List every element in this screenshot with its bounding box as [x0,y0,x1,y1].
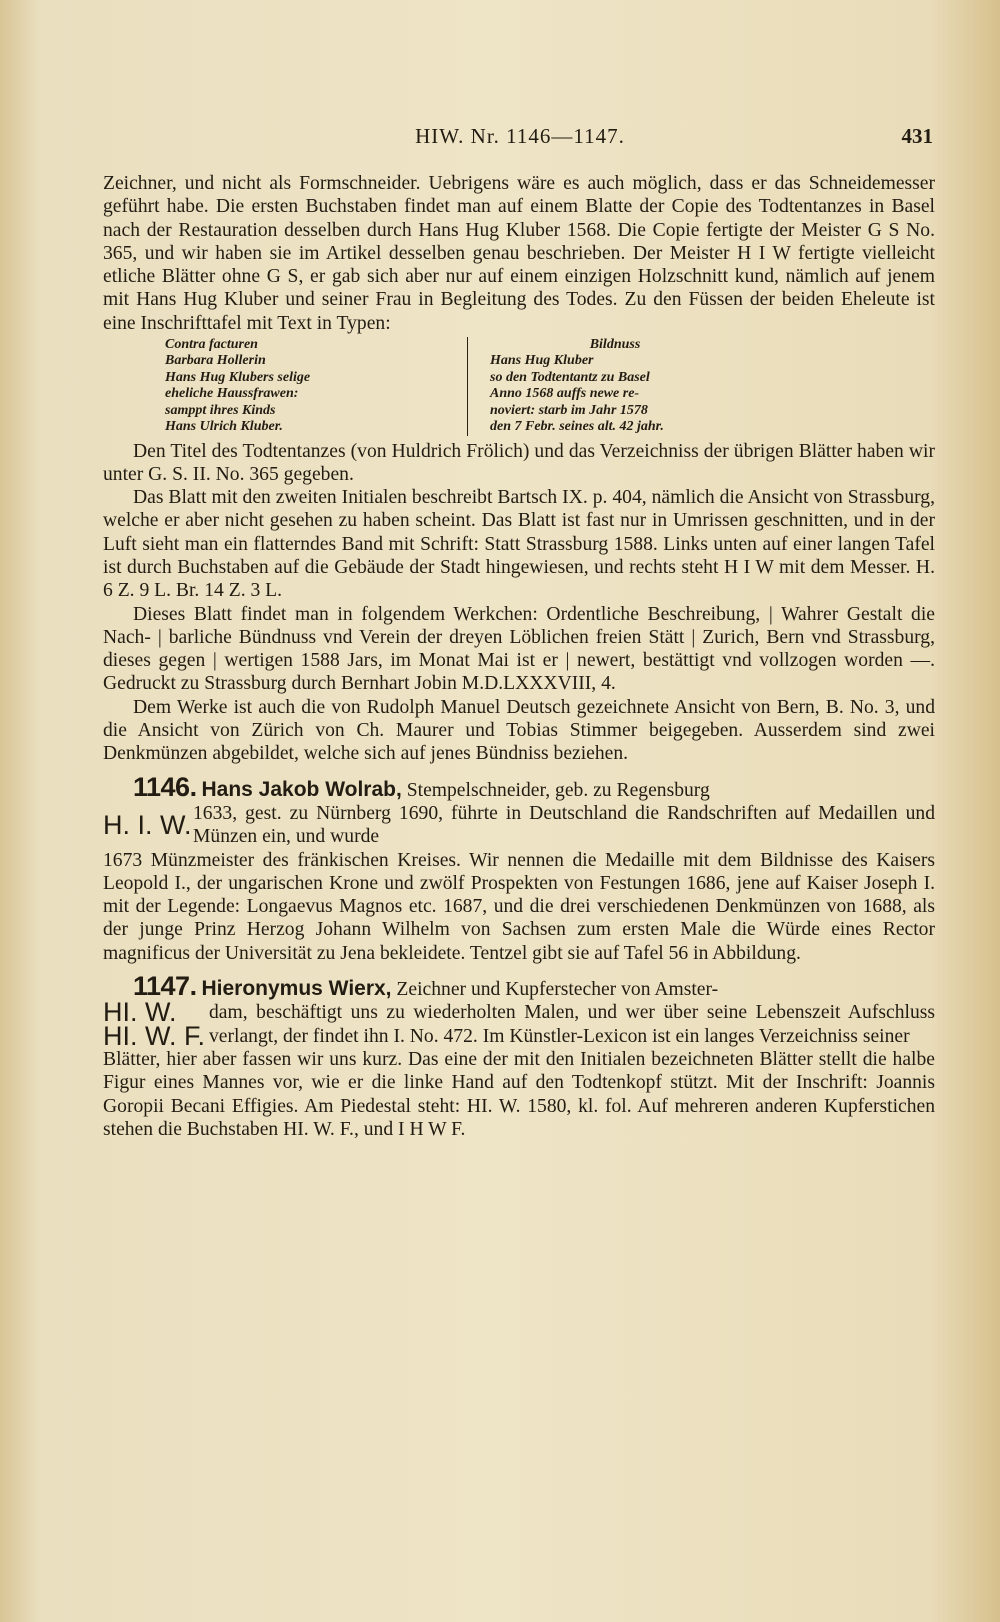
entry-intro: Zeichner und Kupferstecher von Amster- [391,979,719,1001]
paragraph: Den Titel des Todtentanzes (von Huldrich Frölich) und das Verzeichniss der übrigen Blätter haben wir unter G. S. II. No. 365 gegeben. [103,440,935,485]
entry-name: Hieronymus Wierx, [201,977,392,1001]
monogram: H. I. W. [103,809,192,840]
entry-number: 1147. [133,971,197,1002]
monogram-group [103,997,206,1051]
inscription-line: eheliche Haussfrawen: [165,386,299,402]
inscription-left [103,337,467,435]
entry-number: 1146. [133,771,197,802]
page-header [107,124,933,164]
inscription-line: so den Todtentantz zu Basel [490,369,650,385]
monogram: HI. W. F. [103,1020,206,1051]
entry-name: Hans Jakob Wolrab, [201,777,402,801]
monogram: HI. W. [103,997,177,1028]
inscription-line: samppt ihres Kinds [165,402,276,418]
entry-1146 [103,771,935,965]
paragraph: Dieses Blatt findet man in folgendem Werkchen: Ordentliche Beschreibung, | Wahrer Gestalt die Nach- | barliche Bündnuss vnd Verein der dreyen Löblichen freien Stätt | Zurich, Bern vnd Strassburg, dieses gegen | wertigen 1588 Jars, im Monat Mai ist er | newert, bestättigt vnd vollzogen worden —. Gedruckt zu Strassburg durch Bernhart Jobin M.D.LXXXVIII, 4. [103,603,935,695]
inscription-line: noviert: starb im Jahr 1578 [490,402,648,418]
paragraph: Dem Werke ist auch die von Rudolph Manuel Deutsch gezeichnete Ansicht von Bern, B. No. 3, und die Ansicht von Zürich von Ch. Maurer und Tobias Stimmer beigegeben. Ausserdem sind zwei Denkmünzen abgebildet, welche sich auf jenes Bündniss beziehen. [103,696,935,765]
body-text [103,172,935,1141]
inscription-line: Contra facturen [165,337,258,353]
running-head: HIW. Nr. 1146—1147. [415,124,625,148]
entry-body: Blätter, hier aber fassen wir uns kurz. Das eine der mit den Initialen bezeichneten Blätter stellt die halbe Figur eines Mannes vor, wie er die linke Hand auf den Todtenkopf stützt. Mit der Inschrift: Joannis Goropii Becani Effigies. Am Piedestal steht: HI. W. 1580, kl. fol. Auf mehreren anderen Kupferstichen stehen die Buchstaben HI. W. F., und I H W F. [103,1048,935,1140]
inscription-right [467,337,800,435]
inscription-line: Hans Hug Klubers selige [165,369,311,385]
inscription-line: Bildnuss [589,337,641,353]
entry-side-text: 1633, gest. zu Nürnberg 1690, führte in Deutschland die Randschriften auf Medaillen und Münzen ein, und wurde [193,802,935,848]
inscription-line: Anno 1568 auffs newe re- [490,386,640,402]
inscription-line: Barbara Hollerin [165,353,266,369]
entry-body: 1673 Münzmeister des fränkischen Kreises. Wir nennen die Medaille mit dem Bildnisse des Kaisers Leopold I., der ungarischen Krone und zwölf Prospekten von Festungen 1686, jene auf Kaiser Joseph I. mit der Legende: Longaevus Magnos etc. 1687, und die drei verschiedenen Denkmünzen von 1688, als der junge Prinz Herzog Johann Wilhelm von Sachsen zum ersten Male die Würde eines Rector magnificus der Universität zu Jena bekleidete. Tentzel gibt sie auf Tafel 56 in Abbildung. [103,849,935,964]
inscription-block [103,337,935,435]
paragraph-intro: Zeichner, und nicht als Formschneider. Uebrigens wäre es auch möglich, dass er das Schneidemesser geführt habe. Die ersten Buchstaben findet man auf einem Blatte der Copie des Todtentanzes in Basel nach der Restauration desselben durch Hans Hug Kluber 1568. Die Copie fertigte der Meister G S No. 365, und wir haben sie im Artikel desselben genau beschrieben. Der Meister H I W fertigte vielleicht etliche Blätter ohne G S, er gab sich aber nur auf einem einzigen Holzschnitt kund, nämlich auf jenem mit Hans Hug Kluber und seiner Frau in Begleitung des Todes. Zu den Füssen der beiden Eheleute ist eine Inschrifttafel mit Text in Typen: [103,173,935,334]
inscription-line: den 7 Febr. seines alt. 42 jahr. [490,419,664,435]
inscription-line: Hans Hug Kluber [490,353,594,369]
inscription-line: Hans Ulrich Kluber. [165,419,283,435]
paragraph: Das Blatt mit den zweiten Initialen beschreibt Bartsch IX. p. 404, nämlich die Ansicht von Strassburg, welche er aber nicht gesehen zu haben scheint. Das Blatt ist fast nur in Umrissen geschnitten, und in der Luft sieht man ein flatterndes Band mit Schrift: Statt Strassburg 1588. Links unten auf einer langen Tafel ist durch Buchstaben auf die Gebäude der Stadt hingewiesen, und rechts steht H I W mit dem Messer. H. 6 Z. 9 L. Br. 14 Z. 3 L. [103,487,935,602]
page-number: 431 [901,124,933,148]
entry-1147 [103,971,935,1141]
entry-intro: Stempelschneider, geb. zu Regensburg [401,779,710,801]
entry-side-text: dam, beschäftigt uns zu wiederholten Malen, und wer über seine Lebenszeit Aufschluss verlangt, der findet ihn I. No. 472. Im Künstler-Lexicon ist ein langes Verzeichniss seiner [209,1002,935,1047]
